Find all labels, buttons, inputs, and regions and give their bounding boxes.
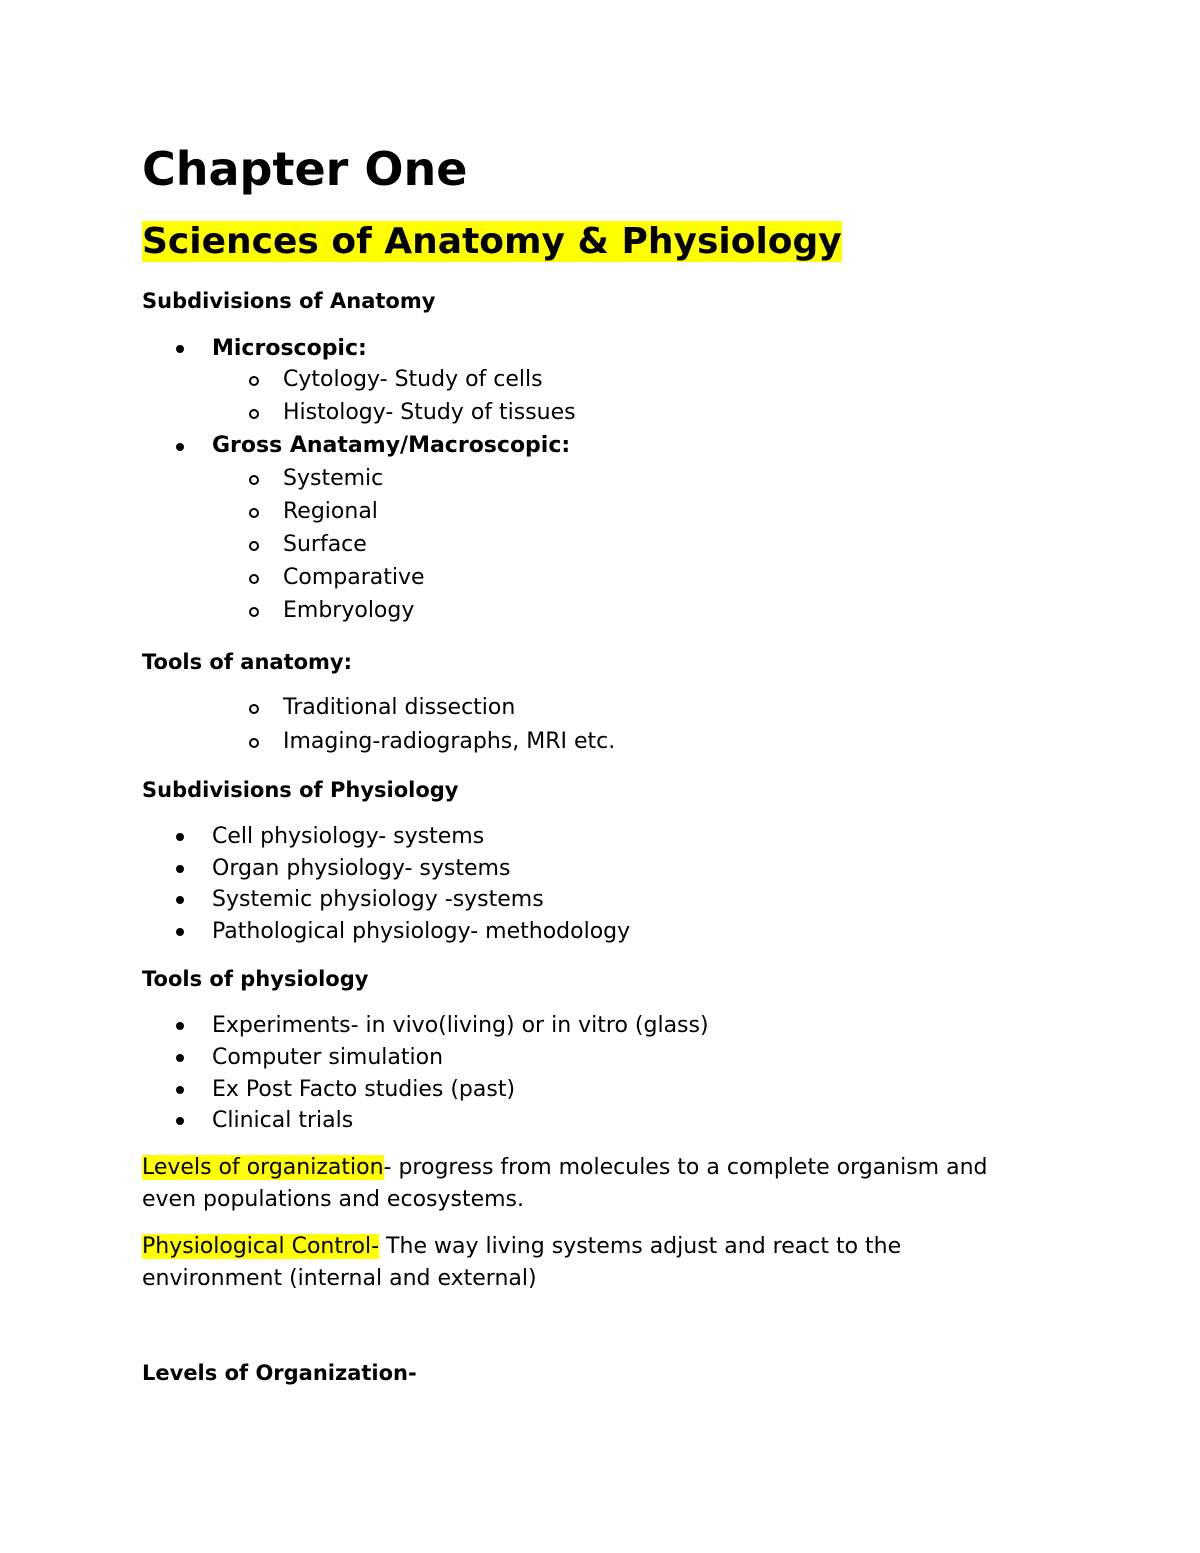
list-item-microscopic: Microscopic:: [212, 336, 367, 361]
control-term: Physiological Control-: [142, 1234, 380, 1259]
anatomy-heading: Subdivisions of Anatomy: [142, 289, 436, 313]
bullet-icon: [176, 1054, 184, 1062]
physiology-tools-heading: Tools of physiology: [142, 967, 369, 991]
list-item: Systemic physiology -systems: [212, 887, 544, 912]
list-item: Organ physiology- systems: [212, 856, 511, 881]
physiology-heading: Subdivisions of Physiology: [142, 778, 459, 802]
levels-term: Levels of organization: [142, 1155, 384, 1180]
list-item: Experiments- in vivo(living) or in vitro (glass): [212, 1013, 709, 1038]
circle-bullet-icon: [249, 541, 259, 551]
circle-bullet-icon: [249, 475, 259, 485]
list-item: Cytology- Study of cells: [283, 367, 543, 392]
control-paragraph-line1: Physiological Control- The way living systems adjust and react to the: [142, 1234, 902, 1259]
list-item: Imaging-radiographs, MRI etc.: [283, 729, 616, 754]
levels-paragraph-line1: Levels of organization- progress from molecules to a complete organism and: [142, 1155, 988, 1180]
list-item: Computer simulation: [212, 1045, 444, 1070]
list-item: Pathological physiology- methodology: [212, 919, 631, 944]
list-item: Comparative: [283, 565, 425, 590]
bullet-icon: [176, 833, 184, 841]
chapter-title: Chapter One: [142, 142, 468, 196]
list-item-gross-anatomy: Gross Anatamy/Macroscopic:: [212, 433, 571, 458]
list-item: Traditional dissection: [283, 695, 516, 720]
circle-bullet-icon: [249, 376, 259, 386]
list-item: Cell physiology- systems: [212, 824, 485, 849]
list-item: Regional: [283, 499, 378, 524]
bullet-icon: [176, 896, 184, 904]
circle-bullet-icon: [249, 409, 259, 419]
circle-bullet-icon: [249, 738, 259, 748]
list-item: Ex Post Facto studies (past): [212, 1077, 516, 1102]
bullet-icon: [176, 928, 184, 936]
bullet-icon: [176, 345, 184, 353]
bullet-icon: [176, 443, 184, 451]
circle-bullet-icon: [249, 607, 259, 617]
list-item: Embryology: [283, 598, 415, 623]
circle-bullet-icon: [249, 574, 259, 584]
list-item: Surface: [283, 532, 367, 557]
levels-paragraph-line2: even populations and ecosystems.: [142, 1187, 525, 1212]
list-item: Histology- Study of tissues: [283, 400, 576, 425]
section-title-highlight: Sciences of Anatomy & Physiology: [142, 221, 842, 262]
bullet-icon: [176, 1022, 184, 1030]
section-title: [142, 216, 842, 268]
anatomy-tools-heading: Tools of anatomy:: [142, 650, 352, 674]
bullet-icon: [176, 1086, 184, 1094]
list-item: Clinical trials: [212, 1108, 354, 1133]
levels-heading: Levels of Organization-: [142, 1361, 417, 1385]
circle-bullet-icon: [249, 704, 259, 714]
circle-bullet-icon: [249, 508, 259, 518]
list-item: Systemic: [283, 466, 384, 491]
bullet-icon: [176, 1117, 184, 1125]
bullet-icon: [176, 865, 184, 873]
control-paragraph-line2: environment (internal and external): [142, 1266, 537, 1291]
